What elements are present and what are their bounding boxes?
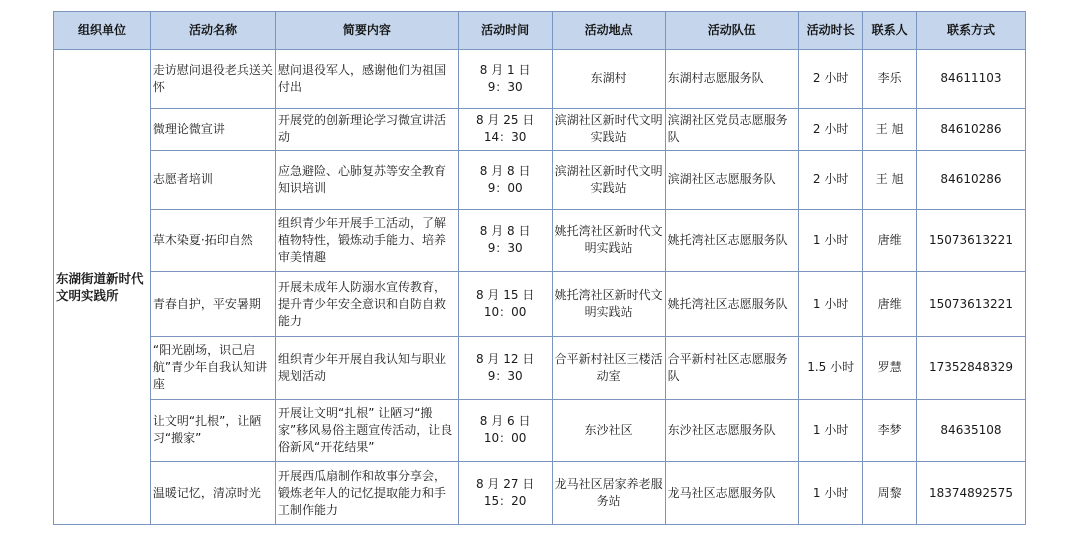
summary-cell: 开展未成年人防溺水宣传教育，提升青少年安全意识和自防自救能力	[276, 272, 459, 337]
contact-cell: 李乐	[863, 50, 916, 109]
table-row	[54, 50, 1026, 109]
table-row	[54, 272, 1026, 337]
team-cell: 姚托湾社区志愿服务队	[665, 209, 798, 272]
location-cell: 龙马社区居家养老服务站	[552, 462, 665, 525]
date-text: 8 月 27 日	[475, 477, 535, 492]
time-cell	[458, 399, 552, 462]
activity-name-cell: 志愿者培训	[150, 151, 275, 210]
header-time: 活动时间	[458, 12, 552, 50]
location-cell: 滨湖社区新时代文明实践站	[552, 151, 665, 210]
phone-cell: 84611103	[916, 50, 1025, 109]
location-cell: 合平新村社区三楼活动室	[552, 336, 665, 399]
location-cell: 姚托湾社区新时代文明实践站	[552, 272, 665, 337]
duration-cell: 1 小时	[798, 462, 863, 525]
clock-text: 10：00	[483, 431, 527, 446]
clock-text: 9：30	[487, 79, 523, 94]
contact-cell: 罗慧	[863, 336, 916, 399]
summary-cell: 应急避险、心肺复苏等安全教育知识培训	[276, 151, 459, 210]
date-text: 8 月 15 日	[475, 288, 535, 303]
time-cell	[458, 151, 552, 210]
clock-text: 10：00	[483, 305, 527, 320]
clock-text: 9：30	[487, 241, 523, 256]
date-text: 8 月 6 日	[479, 414, 531, 429]
time-cell	[458, 50, 552, 109]
date-text: 8 月 8 日	[479, 163, 531, 178]
contact-cell: 周黎	[863, 462, 916, 525]
time-cell	[458, 209, 552, 272]
activity-name-cell: 青春自护，平安暑期	[150, 272, 275, 337]
location-cell: 姚托湾社区新时代文明实践站	[552, 209, 665, 272]
duration-cell: 1 小时	[798, 399, 863, 462]
phone-cell: 84610286	[916, 151, 1025, 210]
time-cell	[458, 336, 552, 399]
contact-cell: 王 旭	[863, 108, 916, 150]
summary-cell: 开展党的创新理论学习微宣讲活动	[276, 108, 459, 150]
table-row	[54, 399, 1026, 462]
contact-cell: 唐维	[863, 209, 916, 272]
duration-cell: 1 小时	[798, 209, 863, 272]
summary-cell: 开展让文明“扎根” 让陋习“搬家”移风易俗主题宣传活动，让良俗新风“开花结果”	[276, 399, 459, 462]
team-cell: 滨湖社区志愿服务队	[665, 151, 798, 210]
clock-text: 15：20	[483, 494, 527, 509]
team-cell: 东湖村志愿服务队	[665, 50, 798, 109]
phone-cell: 84635108	[916, 399, 1025, 462]
date-text: 8 月 8 日	[479, 224, 531, 239]
contact-cell: 唐维	[863, 272, 916, 337]
summary-cell: 慰问退役军人，感谢他们为祖国付出	[276, 50, 459, 109]
activity-name-cell: 草木染夏·拓印自然	[150, 209, 275, 272]
header-duration: 活动时长	[798, 12, 863, 50]
time-cell	[458, 108, 552, 150]
time-cell	[458, 272, 552, 337]
duration-cell: 1.5 小时	[798, 336, 863, 399]
activity-name-cell: 让文明“扎根”，让陋习“搬家”	[150, 399, 275, 462]
team-cell: 滨湖社区党员志愿服务队	[665, 108, 798, 150]
time-cell	[458, 462, 552, 525]
table-row	[54, 462, 1026, 525]
table-row	[54, 209, 1026, 272]
team-cell: 姚托湾社区志愿服务队	[665, 272, 798, 337]
org-unit-cell: 东湖街道新时代文明实践所	[54, 50, 151, 525]
duration-cell: 2 小时	[798, 50, 863, 109]
location-cell: 东湖村	[552, 50, 665, 109]
phone-cell: 15073613221	[916, 209, 1025, 272]
duration-cell: 2 小时	[798, 108, 863, 150]
header-team: 活动队伍	[665, 12, 798, 50]
team-cell: 东沙社区志愿服务队	[665, 399, 798, 462]
summary-cell: 组织青少年开展自我认知与职业规划活动	[276, 336, 459, 399]
header-row	[54, 12, 1026, 50]
table-row	[54, 151, 1026, 210]
clock-text: 14：30	[483, 130, 527, 145]
header-activity-name: 活动名称	[150, 12, 275, 50]
clock-text: 9：30	[487, 368, 523, 383]
header-summary: 简要内容	[276, 12, 459, 50]
location-cell: 滨湖社区新时代文明实践站	[552, 108, 665, 150]
phone-cell: 84610286	[916, 108, 1025, 150]
contact-cell: 李梦	[863, 399, 916, 462]
header-contact: 联系人	[863, 12, 916, 50]
phone-cell: 18374892575	[916, 462, 1025, 525]
header-location: 活动地点	[552, 12, 665, 50]
date-text: 8 月 1 日	[479, 62, 531, 77]
phone-cell: 15073613221	[916, 272, 1025, 337]
table-row	[54, 336, 1026, 399]
team-cell: 龙马社区志愿服务队	[665, 462, 798, 525]
summary-cell: 组织青少年开展手工活动，了解植物特性，锻炼动手能力、培养审美情趣	[276, 209, 459, 272]
date-text: 8 月 25 日	[475, 113, 535, 128]
activity-name-cell: 温暖记忆，清凉时光	[150, 462, 275, 525]
activity-name-cell: 走访慰问退役老兵送关怀	[150, 50, 275, 109]
activity-name-cell: “阳光剧场，识己启航”青少年自我认知讲座	[150, 336, 275, 399]
phone-cell: 17352848329	[916, 336, 1025, 399]
date-text: 8 月 12 日	[475, 351, 535, 366]
team-cell: 合平新村社区志愿服务队	[665, 336, 798, 399]
table-row	[54, 108, 1026, 150]
summary-cell: 开展西瓜扇制作和故事分享会，锻炼老年人的记忆提取能力和手工制作能力	[276, 462, 459, 525]
duration-cell: 1 小时	[798, 272, 863, 337]
location-cell: 东沙社区	[552, 399, 665, 462]
activity-schedule-table	[53, 11, 1026, 525]
activity-name-cell: 微理论微宣讲	[150, 108, 275, 150]
header-org: 组织单位	[54, 12, 151, 50]
header-phone: 联系方式	[916, 12, 1025, 50]
clock-text: 9：00	[487, 180, 523, 195]
contact-cell: 王 旭	[863, 151, 916, 210]
duration-cell: 2 小时	[798, 151, 863, 210]
